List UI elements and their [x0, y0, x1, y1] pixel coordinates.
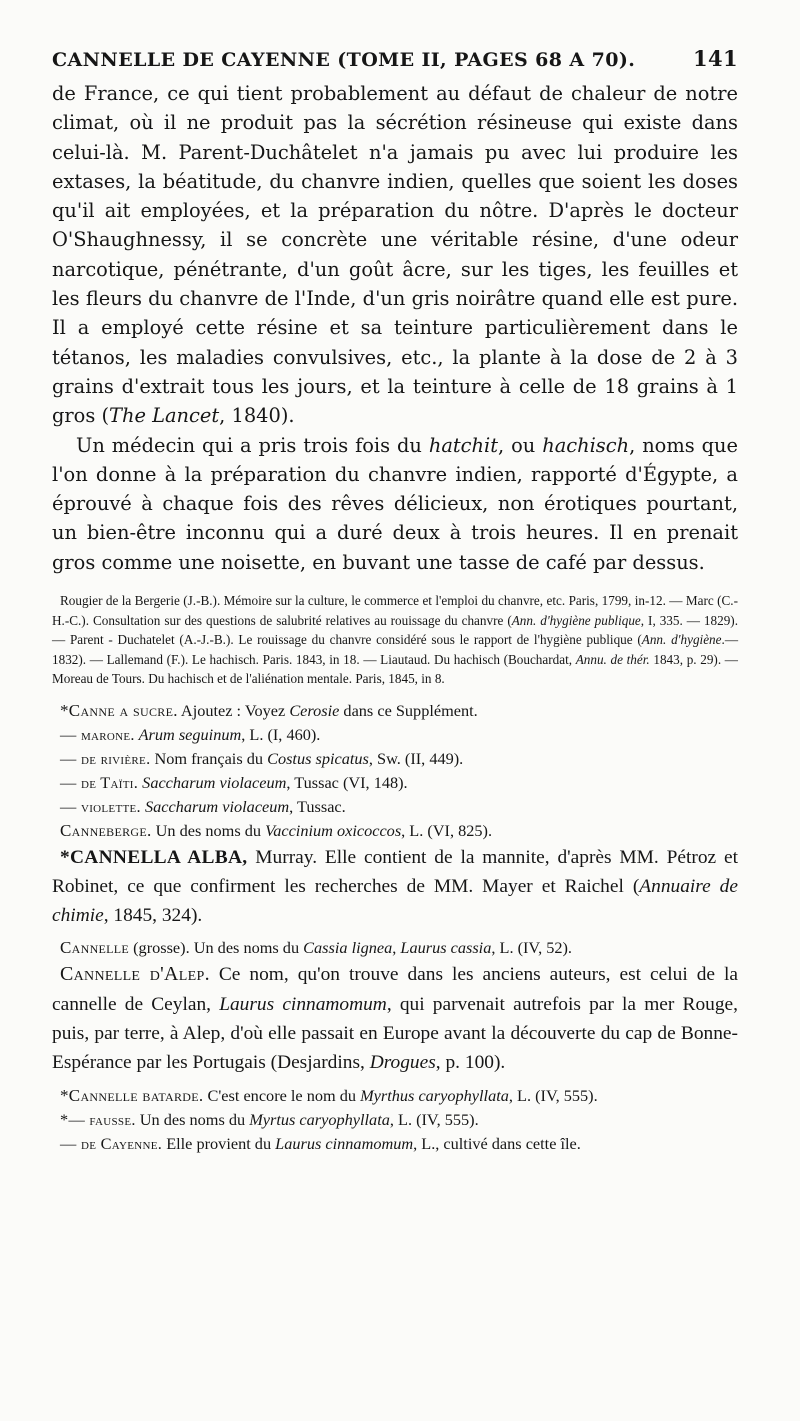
entry-cannelle-alep: Cannelle d'Alep. Ce nom, qu'on trouve dans les anciens auteurs, est celui de la cannelle de Ceylan, Laurus cinnamomum, qui parvenait autrefois par la mer Rouge, puis, par terre, à Alep, d'où elle passait en Europe avant la découverte du cap de Bonne-Espérance par les Portugais (Desjardins, Drogues, p. 100).: [52, 963, 738, 1074]
entry-marone: — marone. Arum seguinum, L. (I, 460).: [60, 724, 321, 744]
paragraph-hachisch: Un médecin qui a pris trois fois du hatchit, ou hachisch, noms que l'on donne à la préparation du chanvre indien, rapporté d'Égypte, a éprouvé à chaque fois des rêves délicieux, non érotiques pourtant, un bien-être inconnu qui a duré deux à trois heures. Il en prenait gros comme une noisette, en buvant une tasse de café par dessus.: [52, 433, 739, 574]
entry-taiti: — de Taïti. Saccharum violaceum, Tussac (VI, 148).: [60, 772, 408, 792]
bibliography: Rougier de la Bergerie (J.-B.). Mémoire sur la culture, le commerce et l'emploi du chanvre, etc. Paris, 1799, in-12. — Marc (C.-H.-C.). Consultation sur des questions de salubrité relatives au rouissage du chanvre (Ann. d'hygiène publique, I, 335. — 1829). — Parent - Duchatelet (A.-J.-B.). Le rouissage du chanvre considéré sous le rapport de l'hygiène publique (Ann. d'hygiène.—1832). — Lallemand (F.). Le hachisch. Paris. 1843, in 18. — Liautaud. Du hachisch (Bouchardat, Annu. de thér. 1843, p. 29). — Moreau de Tours. Du hachisch et de l'aliénation mentale. Paris, 1845, in 8.: [52, 593, 738, 687]
entry-cannelle-batarde: *Cannelle batarde. C'est encore le nom du Myrthus caryophyllata, L. (IV, 555).: [60, 1085, 598, 1105]
entry-cannella-alba: *CANNELLA ALBA, Murray. Elle contient de la mannite, d'après MM. Pétroz et Robinet, ce que confirment les recherches de MM. Mayer et Raichel (Annuaire de chimie, 1845, 324).: [52, 846, 738, 927]
entry-cannelle-grosse: Cannelle (grosse). Un des noms du Cassia lignea, Laurus cassia, L. (IV, 52).: [60, 938, 573, 958]
ref-title: The Lancet: [109, 404, 220, 428]
page-number: 141: [692, 46, 738, 71]
paragraph-chanvre: de France, ce qui tient probablement au défaut de chaleur de notre climat, où il ne produit pas la sécrétion résineuse qui existe dans celui-là. M. Parent-Duchâtelet n'a jamais pu avec lui produire les extases, la béatitude, du chanvre indien, quelles que soient les doses qu'il ait employées, et la préparation du nôtre. D'après le docteur O'Shaughnessy, il se concrète une véritable résine, d'une odeur narcotique, pénétrante, d'un goût âcre, sur les tiges, les feuilles et les fleurs du chanvre de l'Inde, d'un gris noirâtre quand elle est pure. Il a employé cette résine et sa teinture particulièrement dans le tétanos, les maladies convulsives, etc., la plante à la dose de 2 à 3 grains d'extrait tous les jours, et la teinture à celle de 18 grains à 1 gros (The Lancet, 1840).: [52, 82, 738, 428]
entry-cannelle-cayenne: — de Cayenne. Elle provient du Laurus cinnamomum, L., cultivé dans cette île.: [60, 1133, 581, 1153]
running-head-title: CANNELLE DE CAYENNE (TOME II, PAGES 68 A 70).: [52, 49, 636, 71]
entry-canne-a-sucre: *Canne a sucre. Ajoutez : Voyez Cerosie dans ce Supplément.: [60, 700, 478, 720]
entry-canneberge: Canneberge. Un des noms du Vaccinium oxicoccos, L. (VI, 825).: [60, 820, 493, 840]
running-head: [52, 46, 738, 71]
entry-riviere: — de rivière. Nom français du Costus spicatus, Sw. (II, 449).: [60, 748, 464, 768]
entry-violette: — violette. Saccharum violaceum, Tussac.: [60, 796, 346, 816]
entry-cannelle-fausse: *— fausse. Un des noms du Myrtus caryophyllata, L. (IV, 555).: [60, 1109, 479, 1129]
